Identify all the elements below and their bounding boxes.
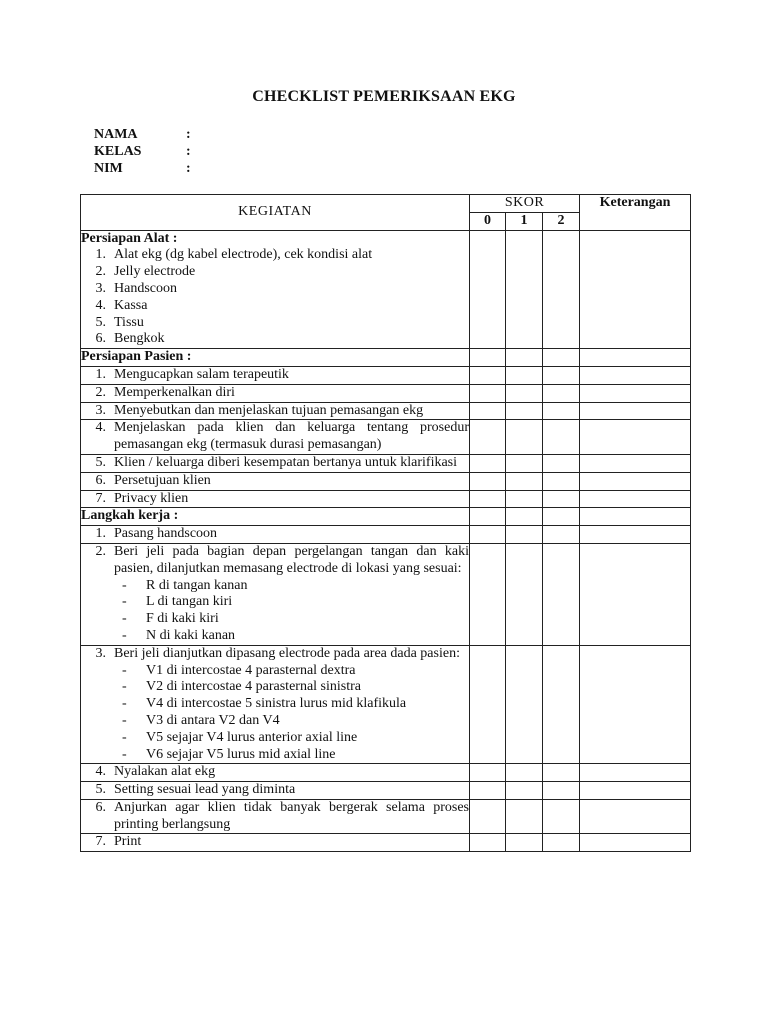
- section-heading: Persiapan Pasien :: [81, 349, 192, 365]
- list-item: [81, 403, 469, 420]
- score-cell-0[interactable]: [470, 230, 506, 349]
- student-info: [94, 126, 191, 177]
- item-number: 2.: [95, 264, 106, 280]
- item-number: 7.: [95, 490, 106, 506]
- score-cell-1[interactable]: [506, 543, 543, 645]
- score-cell-0[interactable]: [470, 543, 506, 645]
- item-number: 3.: [95, 402, 106, 418]
- keterangan-cell[interactable]: [580, 230, 691, 349]
- kegiatan-cell: [81, 508, 470, 526]
- item-text: Menyebutkan dan menjelaskan tujuan pemasangan ekg: [114, 402, 424, 418]
- item-text: Privacy klien: [114, 490, 189, 506]
- keterangan-cell[interactable]: [580, 490, 691, 508]
- score-cell-2[interactable]: [543, 490, 580, 508]
- table-row: [81, 526, 691, 544]
- score-cell-2[interactable]: [543, 782, 580, 800]
- sub-item-text: L di tangan kiri: [146, 594, 233, 610]
- header-keterangan: Keterangan: [580, 195, 691, 231]
- info-colon: :: [186, 127, 191, 142]
- kegiatan-cell: [81, 230, 470, 349]
- item-text: Beri jeli dianjutkan dipasang electrode pada area dada pasien:: [114, 645, 460, 661]
- list-item: [81, 782, 469, 799]
- kegiatan-cell: [81, 543, 470, 645]
- item-number: 4.: [95, 297, 106, 313]
- sub-item: [81, 747, 469, 764]
- sub-item: [81, 578, 469, 595]
- list-item: [81, 331, 469, 348]
- keterangan-cell[interactable]: [580, 782, 691, 800]
- item-number: 6.: [95, 799, 106, 815]
- section-row: [81, 508, 691, 526]
- list-item: [81, 455, 469, 472]
- kegiatan-cell: [81, 384, 470, 402]
- item-number: 2.: [95, 384, 106, 400]
- sub-item-text: V3 di antara V2 dan V4: [146, 712, 280, 728]
- keterangan-cell[interactable]: [580, 402, 691, 420]
- table-row: [81, 402, 691, 420]
- keterangan-cell[interactable]: [580, 472, 691, 490]
- item-text: Alat ekg (dg kabel electrode), cek kondisi alat: [114, 247, 373, 263]
- kegiatan-cell: [81, 454, 470, 472]
- table-row: [81, 366, 691, 384]
- kegiatan-cell: [81, 366, 470, 384]
- item-text: Setting sesuai lead yang diminta: [114, 782, 296, 798]
- info-row-nim: [94, 160, 191, 177]
- sub-item: [81, 713, 469, 730]
- score-cell-2[interactable]: [543, 366, 580, 384]
- item-text: Pasang handscoon: [114, 526, 218, 542]
- list-item: [81, 247, 469, 264]
- kegiatan-cell: [81, 402, 470, 420]
- sub-item: [81, 663, 469, 680]
- score-cell-2[interactable]: [543, 230, 580, 349]
- score-cell-1[interactable]: [506, 454, 543, 472]
- score-cell-1[interactable]: [506, 834, 543, 852]
- keterangan-cell[interactable]: [580, 526, 691, 544]
- score-cell-0[interactable]: [470, 490, 506, 508]
- sub-item-dash: -: [122, 594, 127, 610]
- info-row-kelas: [94, 143, 191, 160]
- score-cell-2[interactable]: [543, 420, 580, 455]
- item-number: 3.: [95, 645, 106, 661]
- kegiatan-cell: [81, 799, 470, 834]
- score-cell-0[interactable]: [470, 384, 506, 402]
- score-cell-0[interactable]: [470, 764, 506, 782]
- score-cell-1[interactable]: [506, 366, 543, 384]
- item-text: Tissu: [114, 314, 144, 330]
- sub-item-dash: -: [122, 577, 127, 593]
- score-cell-2[interactable]: [543, 349, 580, 367]
- item-text: Beri jeli pada bagian depan pergelangan tangan dan kaki pasien, dilanjutkan memasang electrode di lokasi yang sesuai:: [114, 543, 469, 576]
- kegiatan-cell: [81, 472, 470, 490]
- item-text: Nyalakan alat ekg: [114, 764, 216, 780]
- item-text: Persetujuan klien: [114, 472, 211, 488]
- score-cell-0[interactable]: [470, 645, 506, 764]
- score-cell-0[interactable]: [470, 782, 506, 800]
- score-cell-0[interactable]: [470, 834, 506, 852]
- score-cell-2[interactable]: [543, 384, 580, 402]
- score-cell-1[interactable]: [506, 384, 543, 402]
- score-cell-1[interactable]: [506, 526, 543, 544]
- sub-item-dash: -: [122, 611, 127, 627]
- keterangan-cell[interactable]: [580, 366, 691, 384]
- keterangan-cell[interactable]: [580, 764, 691, 782]
- item-number: 3.: [95, 280, 106, 296]
- keterangan-cell[interactable]: [580, 543, 691, 645]
- score-cell-2[interactable]: [543, 454, 580, 472]
- sub-item: [81, 628, 469, 645]
- score-cell-0[interactable]: [470, 472, 506, 490]
- table-row: [81, 420, 691, 455]
- section-heading: Langkah kerja :: [81, 508, 179, 524]
- score-cell-2[interactable]: [543, 834, 580, 852]
- list-item: [81, 544, 469, 578]
- sub-item-text: V6 sejajar V5 lurus mid axial line: [146, 746, 336, 762]
- score-cell-1[interactable]: [506, 508, 543, 526]
- score-cell-1[interactable]: [506, 764, 543, 782]
- score-cell-1[interactable]: [506, 782, 543, 800]
- score-cell-1[interactable]: [506, 645, 543, 764]
- table-row: [81, 543, 691, 645]
- section-heading: Persiapan Alat :: [81, 230, 178, 246]
- table-row: [81, 384, 691, 402]
- info-colon: :: [186, 144, 191, 159]
- sub-item-dash: -: [122, 662, 127, 678]
- score-cell-2[interactable]: [543, 526, 580, 544]
- sub-item-dash: -: [122, 746, 127, 762]
- score-cell-0[interactable]: [470, 402, 506, 420]
- score-cell-1[interactable]: [506, 472, 543, 490]
- kegiatan-cell: [81, 782, 470, 800]
- table-row: [81, 782, 691, 800]
- header-score-1: 1: [506, 212, 543, 230]
- score-cell-0[interactable]: [470, 420, 506, 455]
- table-body: [81, 230, 691, 852]
- score-cell-0[interactable]: [470, 454, 506, 472]
- list-item: [81, 264, 469, 281]
- item-number: 6.: [95, 331, 106, 347]
- sub-item-text: R di tangan kanan: [146, 577, 248, 593]
- sub-item-dash: -: [122, 729, 127, 745]
- list-item: [81, 473, 469, 490]
- info-colon: :: [186, 161, 191, 176]
- score-cell-0[interactable]: [470, 799, 506, 834]
- item-text: Memperkenalkan diri: [114, 384, 235, 400]
- section-row: [81, 349, 691, 367]
- table-row: [81, 645, 691, 764]
- item-number: 4.: [95, 764, 106, 780]
- score-cell-1[interactable]: [506, 799, 543, 834]
- item-text: Jelly electrode: [114, 264, 196, 280]
- section-row: [81, 230, 691, 349]
- list-item: [81, 298, 469, 315]
- item-text: Bengkok: [114, 331, 165, 347]
- table-row: [81, 834, 691, 852]
- keterangan-cell[interactable]: [580, 799, 691, 834]
- keterangan-cell[interactable]: [580, 508, 691, 526]
- sub-item-text: V5 sejajar V4 lurus anterior axial line: [146, 729, 358, 745]
- sub-item-dash: -: [122, 627, 127, 643]
- sub-item-text: V1 di intercostae 4 parasternal dextra: [146, 662, 356, 678]
- list-item: [81, 834, 469, 851]
- score-cell-2[interactable]: [543, 799, 580, 834]
- sub-item: [81, 594, 469, 611]
- sub-item-text: N di kaki kanan: [146, 627, 236, 643]
- list-item: [81, 764, 469, 781]
- table-row: [81, 472, 691, 490]
- score-cell-0[interactable]: [470, 349, 506, 367]
- item-text: Kassa: [114, 297, 148, 313]
- kegiatan-cell: [81, 420, 470, 455]
- sub-item-text: V2 di intercostae 4 parasternal sinistra: [146, 679, 361, 695]
- score-cell-2[interactable]: [543, 543, 580, 645]
- table-row: [81, 764, 691, 782]
- kegiatan-cell: [81, 764, 470, 782]
- sub-item-text: F di kaki kiri: [146, 611, 219, 627]
- item-text: Mengucapkan salam terapeutik: [114, 366, 289, 382]
- sub-item: [81, 679, 469, 696]
- score-cell-2[interactable]: [543, 645, 580, 764]
- header-kegiatan: KEGIATAN: [81, 195, 470, 231]
- sub-item: [81, 730, 469, 747]
- item-number: 7.: [95, 834, 106, 850]
- sub-item-text: V4 di intercostae 5 sinistra lurus mid klafikula: [146, 696, 407, 712]
- item-number: 4.: [95, 420, 106, 436]
- sub-item-dash: -: [122, 679, 127, 695]
- item-text: Handscoon: [114, 280, 177, 296]
- checklist-table: [80, 194, 691, 852]
- keterangan-cell[interactable]: [580, 645, 691, 764]
- item-number: 1.: [95, 526, 106, 542]
- kegiatan-cell: [81, 834, 470, 852]
- score-cell-2[interactable]: [543, 402, 580, 420]
- keterangan-cell[interactable]: [580, 834, 691, 852]
- score-cell-1[interactable]: [506, 420, 543, 455]
- keterangan-cell[interactable]: [580, 349, 691, 367]
- info-label: NIM: [94, 161, 123, 176]
- score-cell-2[interactable]: [543, 508, 580, 526]
- score-cell-1[interactable]: [506, 349, 543, 367]
- list-item: [81, 526, 469, 543]
- table-row: [81, 490, 691, 508]
- score-cell-1[interactable]: [506, 490, 543, 508]
- list-item: [81, 315, 469, 332]
- score-cell-2[interactable]: [543, 764, 580, 782]
- kegiatan-cell: [81, 349, 470, 367]
- sub-item-dash: -: [122, 712, 127, 728]
- item-number: 1.: [95, 247, 106, 263]
- info-row-nama: [94, 126, 191, 143]
- score-cell-2[interactable]: [543, 472, 580, 490]
- info-label: KELAS: [94, 144, 142, 159]
- kegiatan-cell: [81, 645, 470, 764]
- header-score-2: 2: [543, 212, 580, 230]
- item-number: 5.: [95, 314, 106, 330]
- header-score-0: 0: [470, 212, 506, 230]
- list-item: [81, 800, 469, 834]
- list-item: [81, 491, 469, 508]
- score-cell-0[interactable]: [470, 508, 506, 526]
- kegiatan-cell: [81, 526, 470, 544]
- table-header: [81, 195, 691, 231]
- item-number: 5.: [95, 782, 106, 798]
- header-skor: SKOR: [470, 195, 580, 213]
- list-item: [81, 367, 469, 384]
- sub-item: [81, 696, 469, 713]
- sub-item-dash: -: [122, 696, 127, 712]
- info-label: NAMA: [94, 127, 138, 142]
- list-item: [81, 646, 469, 663]
- kegiatan-cell: [81, 490, 470, 508]
- keterangan-cell[interactable]: [580, 454, 691, 472]
- score-cell-1[interactable]: [506, 402, 543, 420]
- item-number: 5.: [95, 454, 106, 470]
- list-item: [81, 281, 469, 298]
- keterangan-cell[interactable]: [580, 384, 691, 402]
- item-number: 1.: [95, 366, 106, 382]
- list-item: [81, 385, 469, 402]
- item-text: Anjurkan agar klien tidak banyak bergerak selama proses printing berlangsung: [114, 799, 469, 832]
- page-title: CHECKLIST PEMERIKSAAN EKG: [252, 88, 516, 105]
- item-number: 6.: [95, 472, 106, 488]
- item-text: Klien / keluarga diberi kesempatan bertanya untuk klarifikasi: [114, 454, 458, 470]
- item-text: Menjelaskan pada klien dan keluarga tentang prosedur pemasangan ekg (termasuk durasi pemasangan): [114, 420, 469, 453]
- sub-item: [81, 611, 469, 628]
- item-number: 2.: [95, 543, 106, 559]
- score-cell-0[interactable]: [470, 366, 506, 384]
- table-row: [81, 454, 691, 472]
- keterangan-cell[interactable]: [580, 420, 691, 455]
- table-row: [81, 799, 691, 834]
- score-cell-1[interactable]: [506, 230, 543, 349]
- list-item: [81, 420, 469, 454]
- score-cell-0[interactable]: [470, 526, 506, 544]
- item-text: Print: [114, 834, 142, 850]
